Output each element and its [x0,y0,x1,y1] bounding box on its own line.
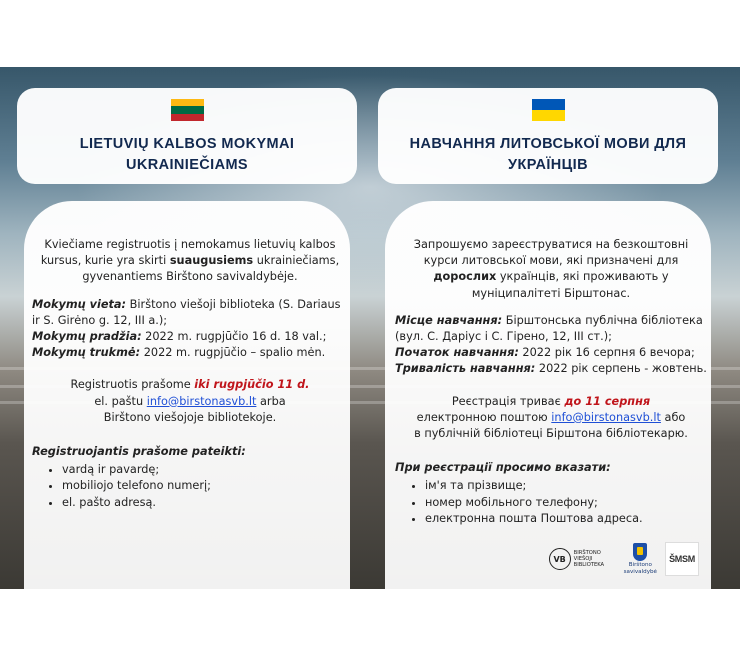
ua-title [378,134,718,176]
poster [0,67,740,589]
ua-reg-deadline: до 11 серпня [564,394,651,408]
smsm-logo: ŠMSM [665,542,699,576]
ua-title-line2: УКРАЇНЦІВ [508,157,588,173]
sponsor-logos [549,541,699,577]
ua-reg-email-prefix: електронною поштою [416,410,552,424]
list-item: • електронна пошта Поштова адреса. [425,511,707,527]
lt-reg-text: Registruotis prašome [70,378,195,392]
municipality-name: Birštono [628,562,652,569]
list-item: • ім'я та прізвище; [425,478,707,494]
lt-title-line2: UKRAINIEČIAMS [125,157,248,173]
list-item: • номер мобільного телефону; [425,495,707,511]
municipality-logo-text [624,562,657,575]
ua-place-label: Місце навчання: [395,313,503,327]
lt-place-value: Birštono viešoji biblioteka (S. Dariaus ir S. Girėno g. 12, III a.); [32,297,341,327]
list-item: • vardą ir pavardę; [62,462,348,478]
flag-stripe-green [171,106,204,113]
flag-stripe-red [171,114,204,121]
lt-duration [32,345,348,361]
ua-intro-bold: дорослих [433,270,497,284]
ua-requirements-heading: При реєстрації просимо вказати: [395,461,611,475]
lt-title [17,134,357,176]
lt-duration-label: Mokymų trukmė: [32,346,141,360]
lt-requirements-list [32,462,348,511]
lt-requirements-heading: Registruojantis prašome pateikti: [32,445,246,459]
ua-start-value: 2022 рік 16 серпня 6 вечора; [518,346,695,360]
lt-duration-value: 2022 m. rugpjūčio – spalio mėn. [140,346,326,360]
list-item: • el. pašto adresą. [62,495,348,511]
ua-place [395,313,707,345]
ua-intro-text-end: українців, які проживають у муніципалітеті Бірштонас. [471,270,669,300]
ua-start-label: Початок навчання: [395,346,519,360]
coat-of-arms-icon [633,543,647,561]
ua-reg-text: Реєстрація триває [451,394,565,408]
lt-body-card [24,201,350,589]
ua-body-card [385,201,711,589]
lt-reg-email-suffix: arba [256,394,286,408]
ua-intro-text: Запрошуємо зареєструватися на безкоштовні курси литовської мови, які призначені для [413,238,689,268]
flag-stripe-yellow [532,110,565,121]
library-logo [549,548,616,570]
lt-reg-email-prefix: el. paštu [94,394,147,408]
ua-duration-label: Тривалість навчання: [395,362,536,376]
lt-start [32,329,348,345]
ua-reg-email-suffix: або [660,410,686,424]
flag-stripe-blue [532,99,565,110]
ua-intro [395,237,707,302]
ua-start [395,345,707,361]
ua-requirements-list [395,478,707,527]
library-logo-mark: VB [549,548,571,570]
lt-start-value: 2022 m. rugpjūčio 16 d. 18 val.; [141,330,327,344]
lt-intro-text: Kviečiame registruotis į nemokamus lietuvių kalbos kursus, kurie yra skirti [40,238,336,268]
ukraine-flag-icon [532,99,565,121]
ua-duration [395,361,707,377]
lt-intro-text-end: ukrainiečiams, gyvenantiems Birštono savivaldybėje. [82,254,340,284]
ua-email-link[interactable]: info@birstonasvb.lt [551,410,661,424]
lt-reg-line3: Birštono viešojoje bibliotekoje. [103,410,277,424]
ua-place-value: Бірштонська публічна бібліотека (вул. С. Даріус і С. Гірено, 12, III ст.); [395,313,703,344]
ua-title-line1: НАВЧАННЯ ЛИТОВСЬКОЇ МОВИ ДЛЯ [409,136,687,152]
lt-start-label: Mokymų pradžia: [32,330,142,344]
municipality-word: savivaldybė [623,568,657,575]
lt-email-link[interactable]: info@birstonasvb.lt [146,394,257,408]
lt-place-label: Mokymų vieta: [32,297,127,311]
flag-stripe-yellow [171,99,204,106]
lt-title-line1: LIETUVIŲ KALBOS MOKYMAI [79,136,295,152]
municipality-logo [624,543,657,575]
lt-registration [32,377,348,426]
lithuania-flag-icon [171,99,204,121]
list-item: • mobiliojo telefono numerį; [62,478,348,494]
lt-place [32,297,348,329]
ua-registration [395,394,707,443]
ua-duration-value: 2022 рік серпень - жовтень. [535,362,707,376]
lt-intro [32,237,348,286]
lt-reg-deadline: iki rugpjūčio 11 d. [194,378,310,392]
lt-intro-bold: suaugusiems [169,254,254,268]
library-logo-text: BIRŠTONO VIEŠOJI BIBLIOTEKA [573,550,605,568]
lt-title-card [17,88,357,184]
ua-title-card [378,88,718,184]
ua-reg-line3: в публічній бібліотеці Бірштона бібліотекарю. [414,427,688,441]
